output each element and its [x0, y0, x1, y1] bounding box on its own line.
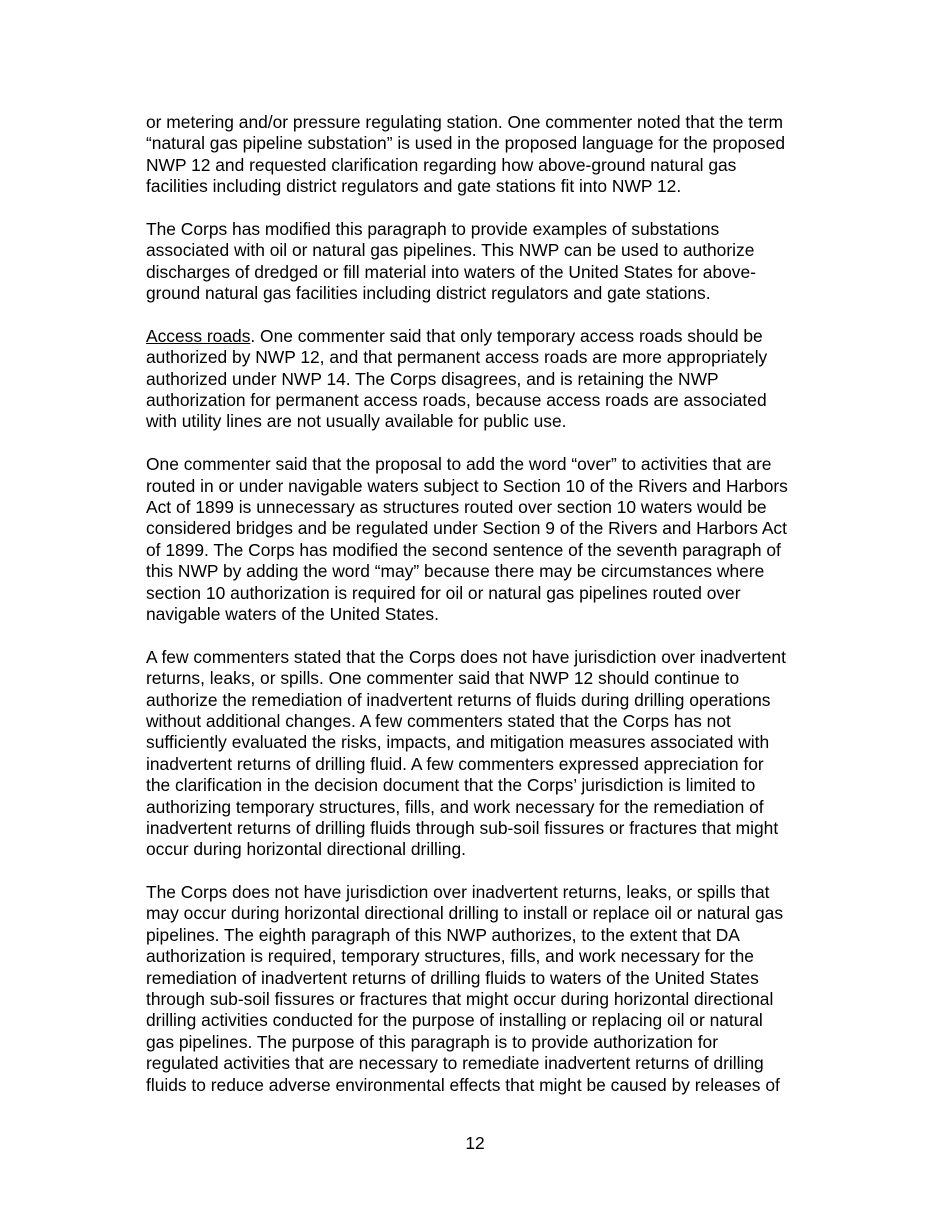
text-line: authorize the remediation of inadvertent returns of fluids during drilling operations: [146, 689, 771, 710]
page-number: 12: [465, 1133, 485, 1153]
paragraph: [146, 647, 846, 861]
text-line: occur during horizontal directional drilling.: [146, 839, 466, 860]
text-line: through sub-soil fissures or fractures that might occur during horizontal directional: [146, 989, 774, 1010]
text-line: pipelines. The eighth paragraph of this NWP authorizes, to the extent that DA: [146, 924, 740, 945]
text-line: [146, 326, 846, 347]
text-line: authorized by NWP 12, and that permanent access roads are more appropriately: [146, 347, 768, 368]
paragraph: [146, 454, 846, 625]
text-line: NWP 12 and requested clarification regarding how above-ground natural gas: [146, 154, 737, 175]
text-line: of 1899. The Corps has modified the second sentence of the seventh paragraph of: [146, 539, 781, 560]
text-line: inadvertent returns of drilling fluid. A few commenters expressed appreciation for: [146, 753, 764, 774]
text-line: One commenter said that the proposal to add the word “over” to activities that are: [146, 454, 772, 475]
text-line: ground natural gas facilities including district regulators and gate stations.: [146, 283, 711, 304]
text-line: gas pipelines. The purpose of this paragraph is to provide authorization for: [146, 1031, 718, 1052]
text-line: remediation of inadvertent returns of drilling fluids to waters of the United States: [146, 967, 759, 988]
text-line: drilling activities conducted for the purpose of installing or replacing oil or natural: [146, 1010, 763, 1031]
text-line: authorized under NWP 14. The Corps disagrees, and is retaining the NWP: [146, 368, 719, 389]
text-line: associated with oil or natural gas pipelines. This NWP can be used to authorize: [146, 240, 755, 261]
text-line: The Corps does not have jurisdiction over inadvertent returns, leaks, or spills that: [146, 882, 770, 903]
text-line: without additional changes. A few commenters stated that the Corps has not: [146, 710, 731, 731]
text-line: with utility lines are not usually available for public use.: [146, 411, 567, 432]
text-line: “natural gas pipeline substation” is used in the proposed language for the proposed: [146, 133, 786, 154]
text-line: regulated activities that are necessary to remediate inadvertent returns of drilling: [146, 1053, 764, 1074]
text-line: authorization is required, temporary structures, fills, and work necessary for the: [146, 946, 754, 967]
text-line: returns, leaks, or spills. One commenter said that NWP 12 should continue to: [146, 668, 740, 689]
text-line: or metering and/or pressure regulating station. One commenter noted that the term: [146, 112, 784, 132]
text-line: authorization for permanent access roads, because access roads are associated: [146, 390, 767, 411]
text-line: section 10 authorization is required for oil or natural gas pipelines routed over: [146, 582, 741, 603]
text-line: the clarification in the decision document that the Corps’ jurisdiction is limited to: [146, 775, 756, 796]
text-line: routed in or under navigable waters subject to Section 10 of the Rivers and Harbors: [146, 475, 788, 496]
text-line: sufficiently evaluated the risks, impacts, and mitigation measures associated with: [146, 732, 770, 753]
section-heading: Access roads: [146, 325, 251, 346]
paragraph: [146, 882, 846, 1096]
paragraph: [146, 112, 846, 198]
text-line: considered bridges and be regulated under Section 9 of the Rivers and Harbors Act: [146, 518, 787, 539]
text-line: inadvertent returns of drilling fluids through sub-soil fissures or fractures that might: [146, 817, 779, 838]
text-line: A few commenters stated that the Corps does not have jurisdiction over inadvertent: [146, 646, 786, 667]
text-fragment: . One commenter said that only temporary access roads should be: [250, 325, 763, 346]
text-line: authorizing temporary structures, fills, and work necessary for the remediation of: [146, 796, 764, 817]
text-line: The Corps has modified this paragraph to provide examples of substations: [146, 218, 720, 239]
text-line: discharges of dredged or fill material into waters of the United States for above-: [146, 261, 756, 282]
text-line: may occur during horizontal directional drilling to install or replace oil or natural gas: [146, 903, 784, 924]
text-line: this NWP by adding the word “may” because there may be circumstances where: [146, 561, 765, 582]
text-line: Act of 1899 is unnecessary as structures routed over section 10 waters would be: [146, 497, 767, 518]
paragraph-access-roads: [146, 326, 846, 433]
document-body: [146, 112, 846, 1117]
text-line: navigable waters of the United States.: [146, 603, 439, 624]
text-line: facilities including district regulators and gate stations fit into NWP 12.: [146, 176, 682, 197]
text-line: fluids to reduce adverse environmental effects that might be caused by releases of: [146, 1074, 780, 1095]
paragraph: [146, 219, 846, 305]
